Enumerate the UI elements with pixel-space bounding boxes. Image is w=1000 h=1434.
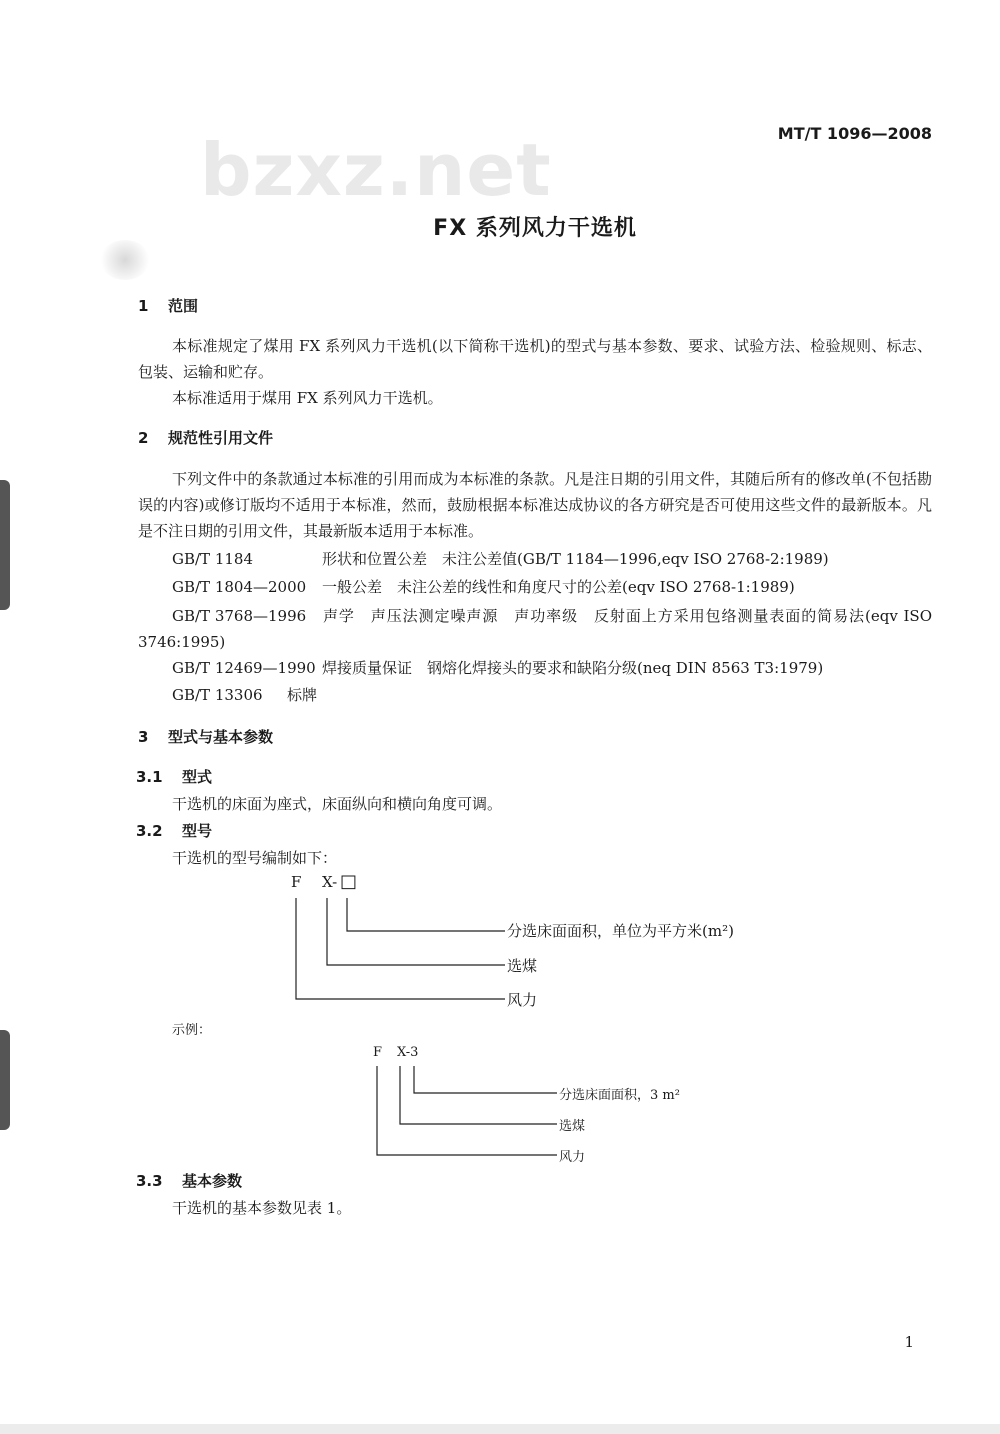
model-intro-text: 干选机的型号编制如下：: [172, 849, 338, 867]
section-number: 2: [138, 429, 149, 447]
reference-code: GB/T 1184: [172, 550, 254, 568]
reference-code: GB/T 3768—1996: [172, 607, 307, 625]
subsection-title: 型号: [182, 822, 213, 840]
section-title: 范围: [168, 297, 199, 315]
reference-code: GB/T 13306: [172, 686, 263, 704]
document-title: FX 系列风力干选机: [433, 216, 637, 241]
subsection-title: 基本参数: [182, 1172, 243, 1190]
reference-code: GB/T 1804—2000: [172, 578, 307, 596]
reference-text: 声学 声压法测定噪声源 声功率级 反射面上方采用包络测量表面的简易法(eqv ISO 3746:1995): [138, 607, 932, 651]
reference-text: 焊接质量保证 钢熔化焊接头的要求和缺陷分级(neq DIN 8563 T3:1979): [322, 659, 824, 677]
bottom-edge: [0, 1424, 1000, 1434]
label-wind-power: 风力: [507, 991, 538, 1009]
label-coal-prep: 选煤: [507, 957, 538, 975]
section-number: 3: [138, 728, 149, 746]
section-1-paragraph-2: 本标准适用于煤用 FX 系列风力干选机。: [172, 389, 443, 407]
example-leader-line-wind: [377, 1066, 557, 1155]
leader-line-area: [347, 898, 505, 931]
subsection-number: 3.3: [136, 1172, 163, 1190]
model-letter-f: F: [291, 873, 302, 891]
section-number: 1: [138, 297, 149, 315]
reference-text: 一般公差 未注公差的线性和角度尺寸的公差(eqv ISO 2768-1:1989): [322, 578, 795, 596]
example-letter-x3: X-3: [397, 1045, 419, 1060]
example-leader-line-coal: [400, 1066, 557, 1124]
subsection-3-3-text: 干选机的基本参数见表 1。: [172, 1199, 352, 1217]
reference-text: 形状和位置公差 未注公差值(GB/T 1184—1996,eqv ISO 2768-2:1989): [322, 550, 829, 568]
example-label-bed-area: 分选床面面积，3 m²: [559, 1088, 680, 1103]
subsection-number: 3.2: [136, 822, 163, 840]
watermark: bzxz.net: [200, 128, 552, 212]
example-label-coal-prep: 选煤: [559, 1119, 586, 1134]
reference-text: 标牌: [287, 686, 318, 704]
model-letter-x: X-: [322, 873, 338, 891]
section-2-paragraph: 下列文件中的条款通过本标准的引用而成为本标准的条款。凡是注日期的引用文件，其随后所有的修改单(不包括勘误的内容)或修订版均不适用于本标准，然而，鼓励根据本标准达成协议的各方研究是否可使用这些文件的最新版本。凡是不注日期的引用文件，其最新版本适用于本标准。: [138, 470, 932, 540]
subsection-3-1-text: 干选机的床面为座式，床面纵向和横向角度可调。: [172, 795, 503, 813]
example-label-wind-power: 风力: [559, 1150, 586, 1165]
example-letter-f: F: [373, 1045, 383, 1060]
section-title: 型式与基本参数: [168, 728, 274, 746]
example-label: 示例：: [172, 1023, 212, 1038]
section-title: 规范性引用文件: [168, 429, 274, 447]
document-number: MT/T 1096—2008: [777, 124, 932, 143]
subsection-number: 3.1: [136, 768, 163, 786]
example-leader-line-area: [414, 1066, 557, 1093]
reference-code: GB/T 12469—1990: [172, 659, 316, 677]
model-box-placeholder: □: [340, 871, 358, 892]
section-1-paragraph-1: 本标准规定了煤用 FX 系列风力干选机(以下简称干选机)的型式与基本参数、要求、试验方法、检验规则、标志、包装、运输和贮存。: [138, 337, 932, 381]
subsection-title: 型式: [182, 768, 213, 786]
page-number: 1: [904, 1333, 914, 1351]
label-bed-area: 分选床面面积，单位为平方米(m²): [507, 922, 734, 940]
subsection-3-3-heading: [136, 1170, 242, 1191]
